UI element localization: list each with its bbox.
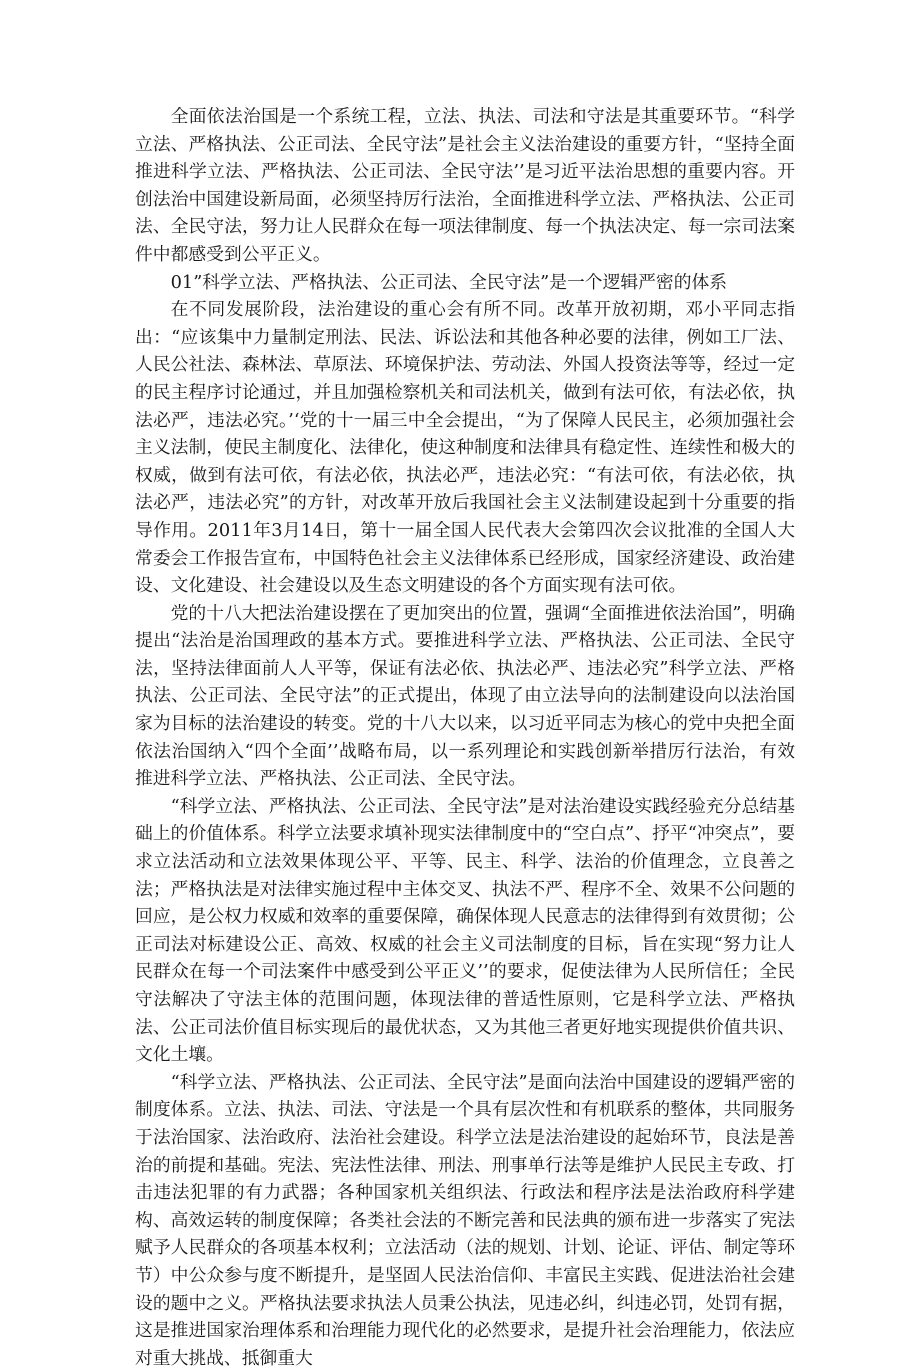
paragraph-institutional-system: “科学立法、严格执法、公正司法、全民守法”是面向法治中国建设的逻辑严密的制度体系。立法、执法、司法、守法是一个具有层次性和有机联系的整体，共同服务于法治国家、法治政府、法治社会建设。科学立法是法治建设的起始环节，良法是善治的前提和基础。宪法、宪法性法律、刑法、刑事单行法等是维护人民民主专政、打击违法犯罪的有力武器；各种国家机关组织法、行政法和程序法是法治政府科学建构、高效运转的制度保障；各类社会法的不断完善和民法典的颁布进一步落实了宪法赋予人民群众的各项基本权利；立法活动（法的规划、计划、论证、评估、制定等环节）中公众参与度不断提升，是坚固人民法治信仰、丰富民主实践、促进法治社会建设的题中之义。严格执法要求执法人员秉公执法，见违必纠，纠违必罚，处罚有据，这是推进国家治理体系和治理能力现代化的必然要求，是提升社会治理能力，依法应对重大挑战、抵御重大 xyxy=(135,1071,795,1369)
document-body xyxy=(135,103,795,1372)
section-heading-01: 01”科学立法、严格执法、公正司法、全民守法”是一个逻辑严密的体系 xyxy=(170,271,728,293)
paragraph-eighteenth-congress: 党的十八大把法治建设摆在了更加突出的位置，强调“全面推进依法治国”，明确提出“法治是治国理政的基本方式。要推进科学立法、严格执法、公正司法、全民守法，坚持法律面前人人平等，保证有法必依、执法必严、违法必究”科学立法、严格执法、公正司法、全民守法”的正式提出，体现了由立法导向的法制建设向以法治国家为目标的法治建设的转变。党的十八大以来，以习近平同志为核心的党中央把全面依法治国纳入“四个全面’’战略布局，以一系列理论和实践创新举措厉行法治，有效推进科学立法、严格执法、公正司法、全民守法。 xyxy=(135,602,795,790)
paragraph-history: 在不同发展阶段，法治建设的重心会有所不同。改革开放初期，邓小平同志指出：“应该集中力量制定刑法、民法、诉讼法和其他各种必要的法律，例如工厂法、人民公社法、森林法、草原法、环境保护法、劳动法、外国人投资法等等，经过一定的民主程序讨论通过，并且加强检察机关和司法机关，做到有法可依，有法必依，执法必严，违法必究。’‘党的十一届三中全会提出，“为了保障人民民主，必须加强社会主义法制，使民主制度化、法律化，使这种制度和法律具有稳定性、连续性和极大的权威，做到有法可依，有法必依，执法必严，违法必究：“有法可依，有法必依，执法必严，违法必究”的方针，对改革开放后我国社会主义法制建设起到十分重要的指导作用。2011年3月14日，第十一届全国人民代表大会第四次会议批准的全国人大常委会工作报告宣布，中国特色社会主义法律体系已经形成，国家经济建设、政治建设、文化建设、社会建设以及生态文明建设的各个方面实现有法可依。 xyxy=(135,299,795,597)
paragraph-value-system: “科学立法、严格执法、公正司法、全民守法”是对法治建设实践经验充分总结基础上的价值体系。科学立法要求填补现实法律制度中的“空白点”、抒平“冲突点”，要求立法活动和立法效果体现公平、平等、民主、科学、法治的价值理念，立良善之法；严格执法是对法律实施过程中主体交叉、执法不严、程序不全、效果不公问题的回应，是公权力权威和效率的重要保障，确保体现人民意志的法律得到有效贯彻；公正司法对标建设公正、高效、权威的社会主义司法制度的目标，旨在实现“努力让人民群众在每一个司法案件中感受到公平正义’’的要求，促使法律为人民所信任；全民守法解决了守法主体的范围问题，体现法律的普适性原则，它是科学立法、严格执法、公正司法价值目标实现后的最优状态，又为其他三者更好地实现提供价值共识、文化土壤。 xyxy=(135,795,795,1066)
paragraph-intro: 全面依法治国是一个系统工程，立法、执法、司法和守法是其重要环节。“科学立法、严格执法、公正司法、全民守法”是社会主义法治建设的重要方针，“坚持全面推进科学立法、严格执法、公正司法、全民守法’’是习近平法治思想的重要内容。开创法治中国建设新局面，必须坚持厉行法治，全面推进科学立法、严格执法、公正司法、全民守法，努力让人民群众在每一项法律制度、每一个执法决定、每一宗司法案件中都感受到公平正义。 xyxy=(135,106,795,265)
